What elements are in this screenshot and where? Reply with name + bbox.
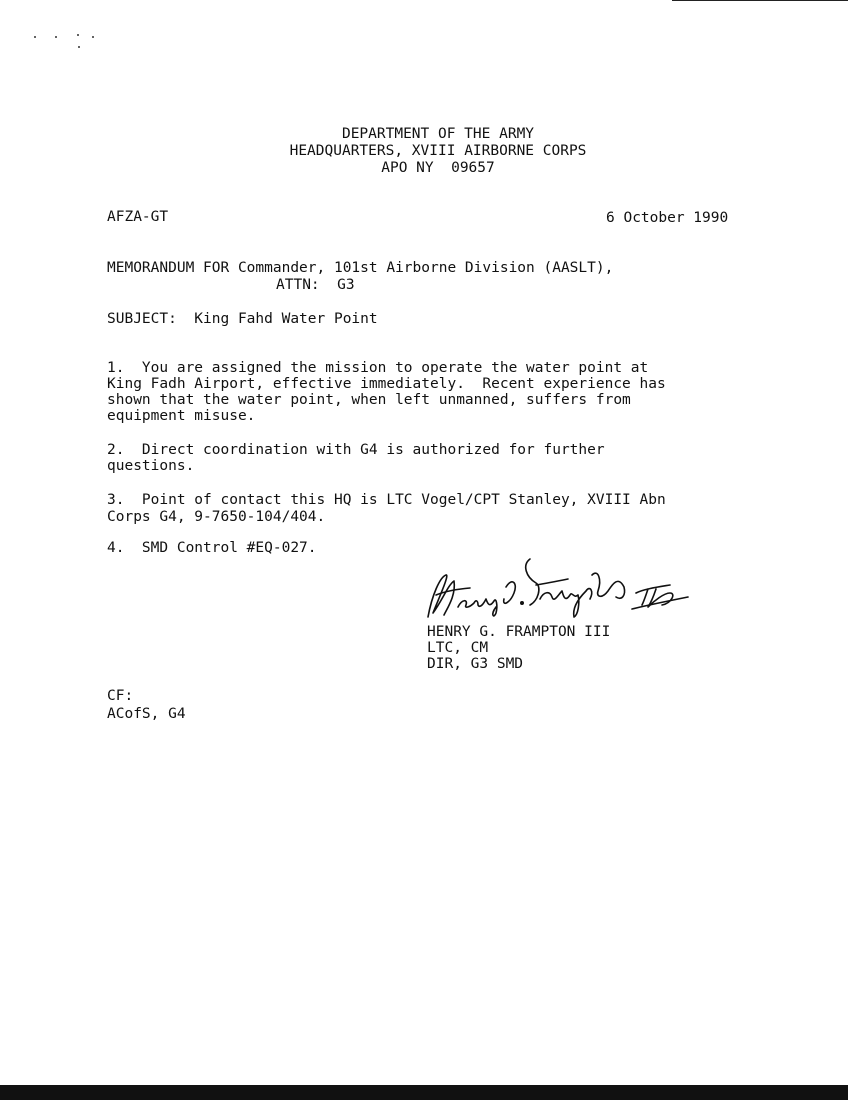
scan-speck	[55, 36, 57, 38]
scan-speck	[78, 46, 80, 48]
office-symbol: AFZA-GT	[107, 209, 169, 225]
cf-label: CF:	[107, 688, 134, 704]
scan-speck	[92, 36, 94, 38]
signer-title: DIR, G3 SMD	[427, 656, 524, 672]
paragraph-3-line-2: Corps G4, 9-7650-104/404.	[107, 509, 326, 525]
letterhead-address: APO NY 09657	[381, 160, 495, 176]
paragraph-1-line-3: shown that the water point, when left unmanned, suffers from	[107, 392, 631, 408]
paragraph-4-line-1: 4. SMD Control #EQ-027.	[107, 540, 317, 556]
letterhead-headquarters: HEADQUARTERS, XVIII AIRBORNE CORPS	[289, 143, 587, 159]
letterhead-department: DEPARTMENT OF THE ARMY	[341, 126, 535, 142]
paragraph-1-line-1: 1. You are assigned the mission to operate the water point at	[107, 360, 649, 376]
scan-bottom-band	[0, 1085, 848, 1100]
paragraph-3-line-1: 3. Point of contact this HQ is LTC Vogel/CPT Stanley, XVIII Abn	[107, 492, 666, 508]
paragraph-1-line-4: equipment misuse.	[107, 408, 256, 424]
subject-line: SUBJECT: King Fahd Water Point	[107, 311, 378, 327]
memo-date: 6 October 1990	[606, 210, 729, 226]
cf-recipient: ACofS, G4	[107, 706, 186, 722]
attn-line: ATTN: G3	[276, 277, 355, 293]
paragraph-2-line-2: questions.	[107, 458, 195, 474]
signer-name: HENRY G. FRAMPTON III	[427, 624, 611, 640]
signer-rank: LTC, CM	[427, 640, 489, 656]
paragraph-1-line-2: King Fadh Airport, effective immediately. Recent experience has	[107, 376, 666, 392]
scan-speck	[77, 34, 79, 36]
handwritten-signature	[418, 555, 698, 625]
scan-speck	[34, 36, 36, 38]
paragraph-2-line-1: 2. Direct coordination with G4 is authorized for further	[107, 442, 605, 458]
scan-edge-line	[672, 0, 848, 1]
memorandum-for: MEMORANDUM FOR Commander, 101st Airborne Division (AASLT),	[107, 260, 614, 276]
